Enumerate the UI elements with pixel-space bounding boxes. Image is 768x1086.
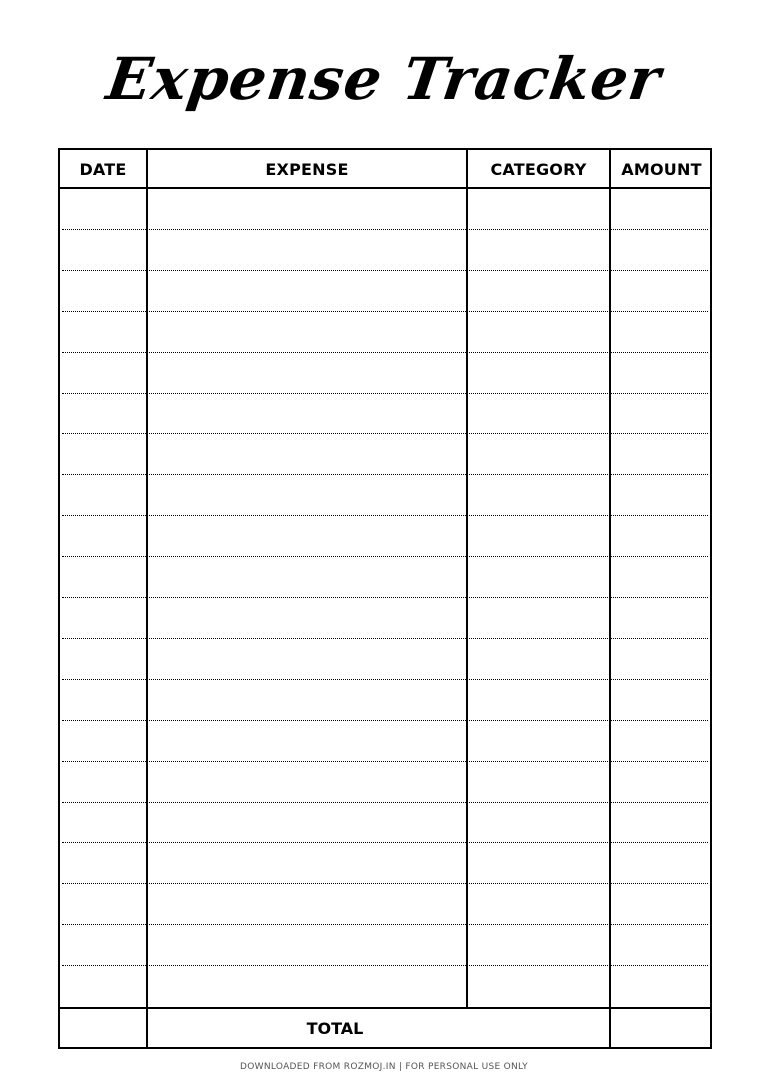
cell-expense[interactable] [148, 884, 468, 923]
cell-amount[interactable] [611, 966, 712, 1005]
cell-category[interactable] [468, 803, 611, 842]
cell-expense[interactable] [148, 925, 468, 964]
cell-expense[interactable] [148, 394, 468, 433]
cell-date[interactable] [62, 639, 148, 678]
cell-expense[interactable] [148, 434, 468, 473]
cell-category[interactable] [468, 312, 611, 351]
cell-date[interactable] [62, 680, 148, 719]
cell-expense[interactable] [148, 516, 468, 555]
cell-date[interactable] [62, 271, 148, 310]
cell-amount[interactable] [611, 516, 712, 555]
cell-expense[interactable] [148, 680, 468, 719]
cell-date[interactable] [62, 312, 148, 351]
cell-category[interactable] [468, 884, 611, 923]
column-header-expense: EXPENSE [265, 160, 349, 179]
cell-amount[interactable] [611, 434, 712, 473]
cell-date[interactable] [62, 353, 148, 392]
cell-amount[interactable] [611, 721, 712, 760]
cell-category[interactable] [468, 639, 611, 678]
cell-date[interactable] [62, 762, 148, 801]
cell-expense[interactable] [148, 312, 468, 351]
cell-date[interactable] [62, 598, 148, 637]
cell-amount[interactable] [611, 803, 712, 842]
cell-amount[interactable] [611, 475, 712, 514]
cell-expense[interactable] [148, 557, 468, 596]
cell-date[interactable] [62, 394, 148, 433]
cell-amount[interactable] [611, 230, 712, 269]
cell-date[interactable] [62, 434, 148, 473]
cell-expense[interactable] [148, 639, 468, 678]
cell-amount[interactable] [611, 843, 712, 882]
cell-amount[interactable] [611, 598, 712, 637]
cell-category[interactable] [468, 230, 611, 269]
cell-expense[interactable] [148, 966, 468, 1005]
cell-date[interactable] [62, 516, 148, 555]
cell-amount[interactable] [611, 394, 712, 433]
cell-date[interactable] [62, 843, 148, 882]
cell-expense[interactable] [148, 762, 468, 801]
cell-expense[interactable] [148, 475, 468, 514]
cell-category[interactable] [468, 925, 611, 964]
cell-date[interactable] [62, 475, 148, 514]
column-header-category: CATEGORY [490, 160, 587, 179]
cell-date[interactable] [62, 966, 148, 1005]
cell-expense[interactable] [148, 230, 468, 269]
cell-category[interactable] [468, 475, 611, 514]
cell-date[interactable] [62, 230, 148, 269]
cell-expense[interactable] [148, 189, 468, 228]
cell-expense[interactable] [148, 803, 468, 842]
cell-category[interactable] [468, 516, 611, 555]
cell-category[interactable] [468, 271, 611, 310]
expense-table [58, 148, 712, 1049]
cell-expense[interactable] [148, 721, 468, 760]
footer-note: DOWNLOADED FROM ROZMOJ.IN | FOR PERSONAL USE ONLY [240, 1062, 528, 1072]
cell-category[interactable] [468, 353, 611, 392]
column-header-date: DATE [79, 160, 127, 179]
cell-date[interactable] [62, 884, 148, 923]
cell-date[interactable] [62, 557, 148, 596]
column-header-amount: AMOUNT [621, 160, 702, 179]
cell-category[interactable] [468, 721, 611, 760]
cell-category[interactable] [468, 189, 611, 228]
cell-date[interactable] [62, 925, 148, 964]
cell-amount[interactable] [611, 189, 712, 228]
cell-category[interactable] [468, 434, 611, 473]
total-amount-cell[interactable] [611, 1009, 712, 1049]
cell-expense[interactable] [148, 598, 468, 637]
cell-amount[interactable] [611, 271, 712, 310]
cell-category[interactable] [468, 762, 611, 801]
cell-expense[interactable] [148, 843, 468, 882]
total-label: TOTAL [306, 1019, 364, 1038]
cell-amount[interactable] [611, 639, 712, 678]
cell-expense[interactable] [148, 353, 468, 392]
cell-amount[interactable] [611, 925, 712, 964]
cell-amount[interactable] [611, 312, 712, 351]
cell-amount[interactable] [611, 680, 712, 719]
cell-category[interactable] [468, 966, 611, 1005]
cell-category[interactable] [468, 394, 611, 433]
cell-amount[interactable] [611, 762, 712, 801]
page-title: Expense Tracker [102, 45, 666, 113]
cell-date[interactable] [62, 721, 148, 760]
cell-category[interactable] [468, 843, 611, 882]
cell-amount[interactable] [611, 557, 712, 596]
cell-date[interactable] [62, 189, 148, 228]
cell-category[interactable] [468, 598, 611, 637]
cell-expense[interactable] [148, 271, 468, 310]
cell-amount[interactable] [611, 353, 712, 392]
cell-category[interactable] [468, 680, 611, 719]
cell-amount[interactable] [611, 884, 712, 923]
cell-category[interactable] [468, 557, 611, 596]
cell-date[interactable] [62, 803, 148, 842]
